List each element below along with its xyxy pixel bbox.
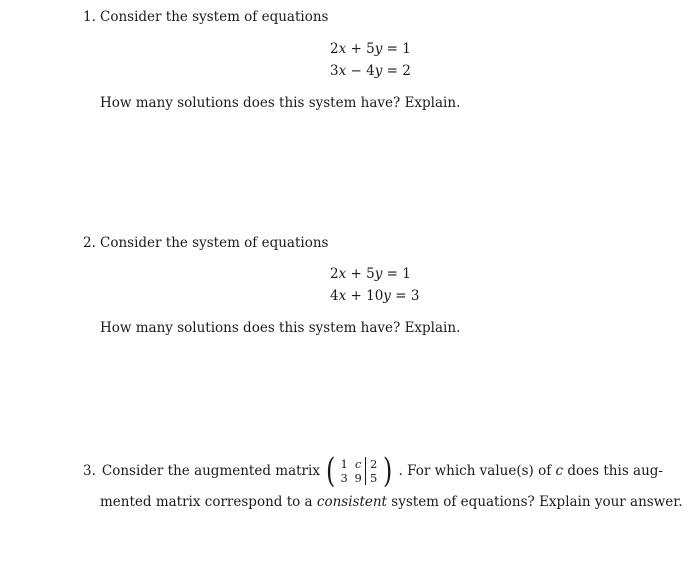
problem-1-equation-1: 2x + 5y = 1 bbox=[330, 41, 411, 57]
problem-1-equations bbox=[330, 38, 411, 82]
augmented-matrix bbox=[324, 451, 395, 491]
right-paren: ) bbox=[383, 451, 393, 491]
matrix-grid bbox=[337, 457, 381, 485]
problem-3-number: 3. bbox=[83, 463, 96, 479]
problem-1-equation-2: 3x − 4y = 2 bbox=[330, 63, 411, 79]
matrix-cell: 1 bbox=[340, 457, 348, 471]
problem-2-equations bbox=[330, 263, 419, 307]
problem-1-question: How many solutions does this system have? Explain. bbox=[100, 95, 461, 111]
problem-3-line-2 bbox=[100, 494, 683, 510]
problem-3-line1-end: does this aug- bbox=[567, 463, 663, 479]
problem-3-line-1 bbox=[83, 451, 663, 491]
problem-2-number: 2. bbox=[83, 235, 96, 251]
problem-2-equation-2: 4x + 10y = 3 bbox=[330, 288, 420, 304]
problem-1-intro: Consider the system of equations bbox=[100, 9, 329, 25]
problem-2-equation-1: 2x + 5y = 1 bbox=[330, 266, 411, 282]
matrix-cell: 5 bbox=[365, 471, 381, 485]
problem-2-question: How many solutions does this system have? Explain. bbox=[100, 320, 461, 336]
matrix-cell: 2 bbox=[365, 457, 381, 471]
matrix-cell: 3 bbox=[340, 471, 348, 485]
problem-3-variable: c bbox=[555, 463, 564, 479]
problem-3-intro: Consider the augmented matrix bbox=[101, 463, 320, 479]
matrix-cell: c bbox=[354, 457, 362, 471]
problem-3-after-matrix: . For which value(s) of bbox=[398, 463, 552, 479]
problem-1-number: 1. bbox=[83, 9, 96, 25]
problem-3-emphasis: consistent bbox=[316, 494, 387, 510]
problem-2-intro: Consider the system of equations bbox=[100, 235, 329, 251]
problem-3-line2-start: mented matrix correspond to a bbox=[100, 494, 313, 510]
problem-3-line2-end: system of equations? Explain your answer. bbox=[391, 494, 683, 510]
left-paren: ( bbox=[325, 451, 336, 491]
matrix-cell: 9 bbox=[354, 471, 362, 485]
